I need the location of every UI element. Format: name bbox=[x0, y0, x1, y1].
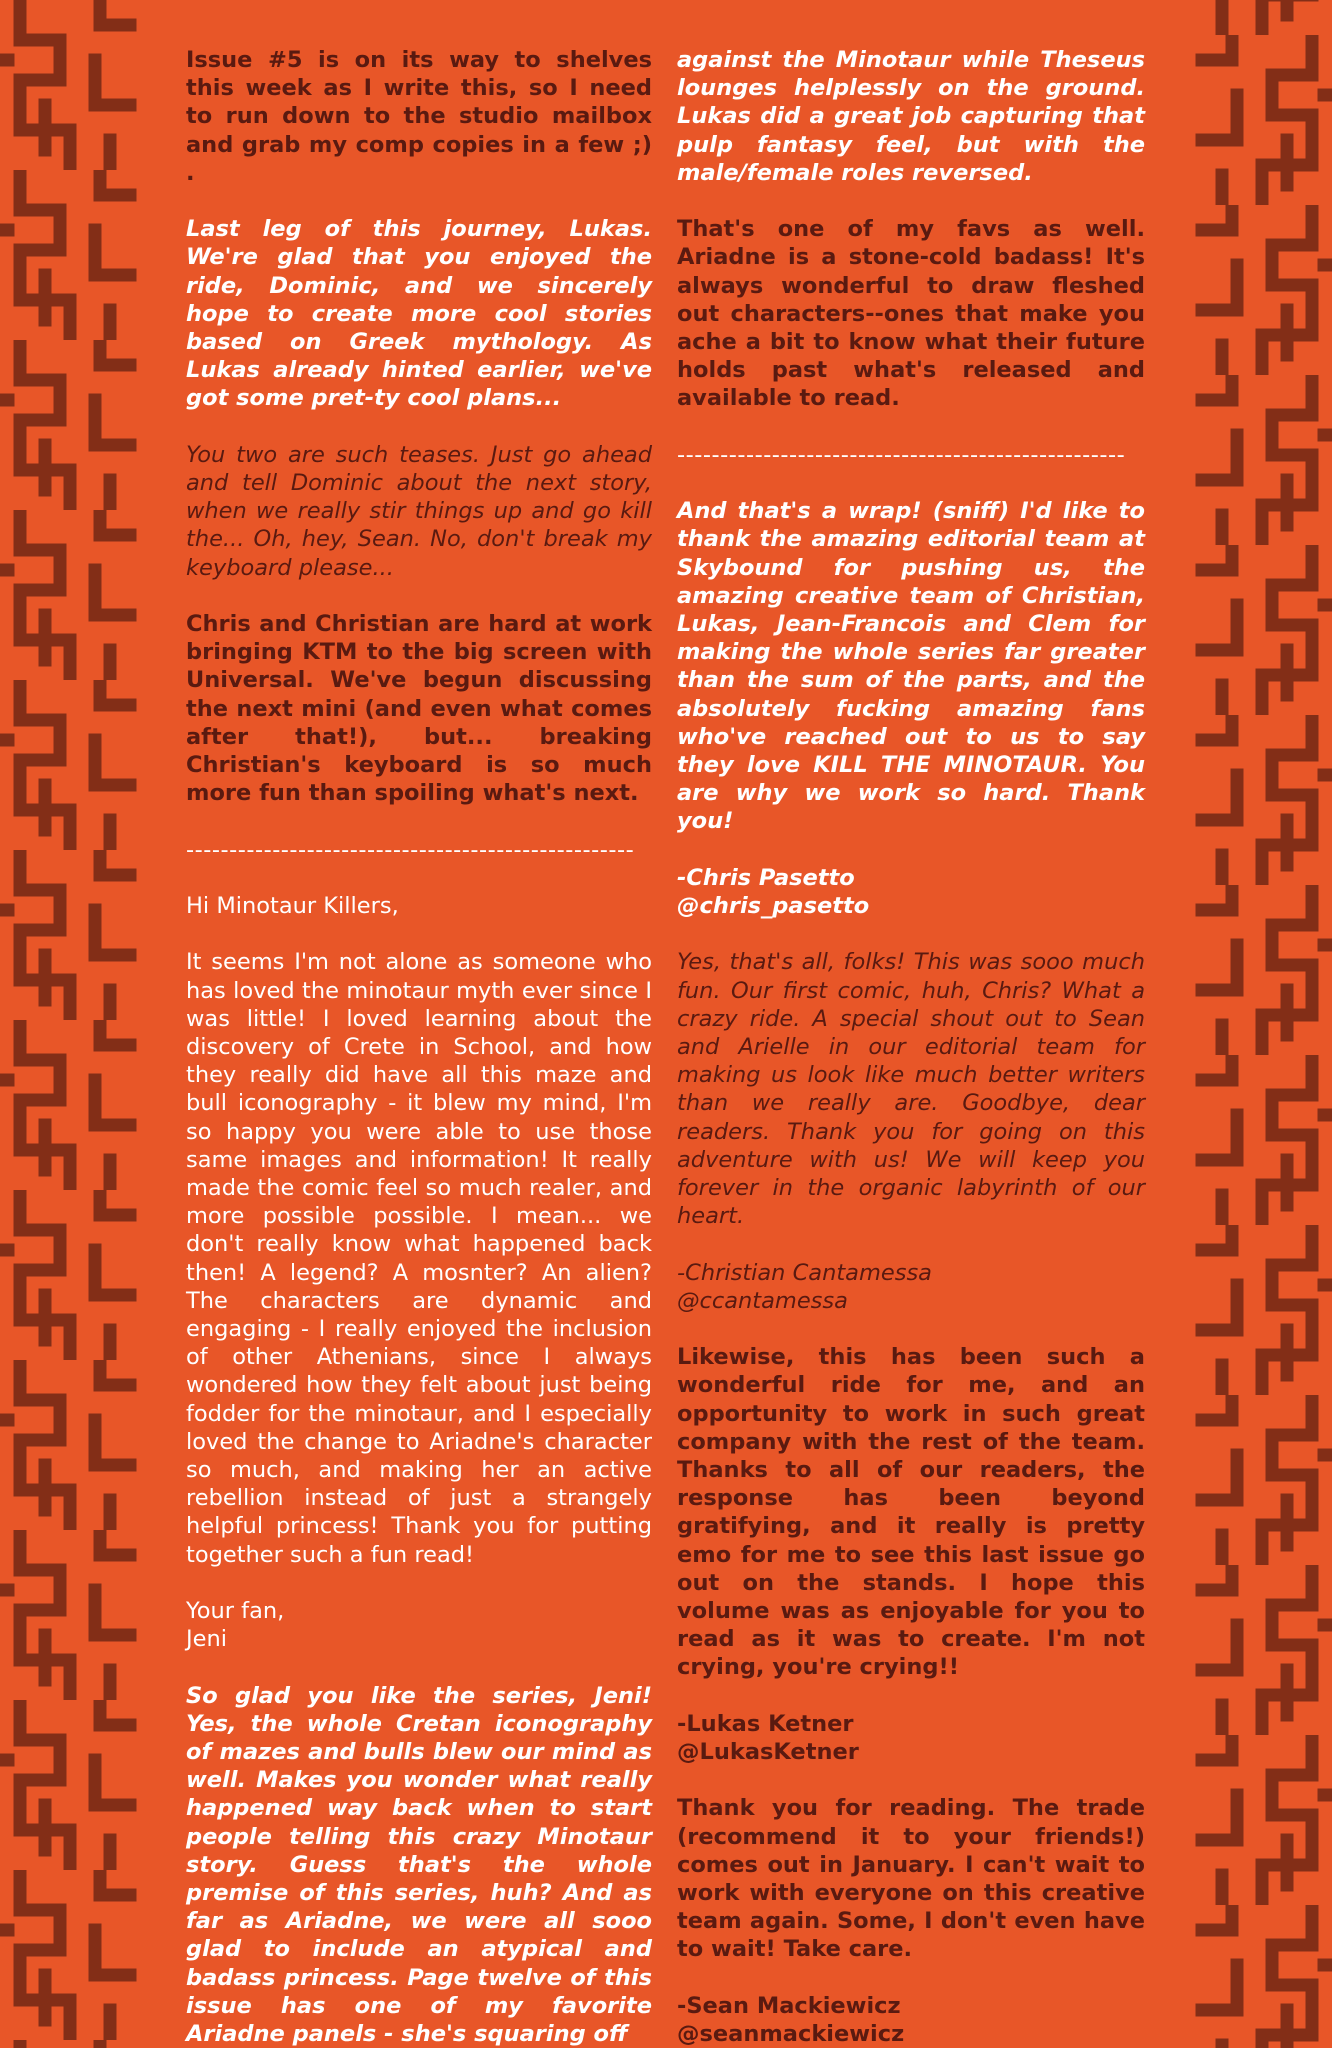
reply-paragraph: against the Minotaur while Theseus lounges helplessly on the ground. Lukas did a great job capturing that pulp fantasy feel, but with the male/female roles reversed. bbox=[677, 47, 1145, 186]
divider: ---------------------------------------------------- bbox=[677, 441, 1126, 468]
signature-name: -Lukas Ketner bbox=[677, 1710, 854, 1737]
signature-handle: @LukasKetner bbox=[677, 1739, 859, 1766]
signature-handle: @chris_pasetto bbox=[677, 893, 870, 920]
right-column bbox=[677, 46, 1145, 2048]
reply-paragraph: So glad you like the series, Jeni! Yes, the whole Cretan iconography of mazes and bulls blew our mind as well. Makes you wonder what really happened way back when to start people telling this crazy Minotaur story. Guess that's the whole premise of this series, huh? And as far as Ariadne, we were all sooo glad to include an atypical and badass princess. Page twelve of this issue has one of my favorite Ariadne panels - she's squaring off bbox=[186, 1682, 652, 2048]
letter-greeting: Hi Minotaur Killers, bbox=[186, 893, 399, 920]
editor-note: Chris and Christian are hard at work bringing KTM to the big screen with Universal. We've begun discussing the next mini (and even what comes after that!), but... breaking Christian's keyboard is so much more fun than spoiling what's next. bbox=[186, 611, 652, 807]
farewell-paragraph: Yes, that's all, folks! This was sooo much fun. Our first comic, huh, Chris? What a crazy ride. A special shout out to Sean and Arielle in our editorial team for making us look like much better writers than we really are. Goodbye, dear readers. Thank you for going on this adventure with us! We will keep you forever in the organic labyrinth of our heart. bbox=[677, 949, 1145, 1230]
letter-author: Jeni bbox=[186, 1626, 227, 1653]
left-column bbox=[186, 46, 652, 2048]
signature-handle: @seanmackiewicz bbox=[677, 2021, 905, 2048]
reply-paragraph: You two are such teases. Just go ahead and tell Dominic about the next story, when we really stir things up and go kill the... Oh, hey, Sean. No, don't break my keyboard please... bbox=[186, 441, 652, 581]
farewell-paragraph: And that's a wrap! (sniff) I'd like to thank the amazing editorial team at Skybound for pushing us, the amazing creative team of Christian, Lukas, Jean-Francois and Clem for making the whole series far greater than the sum of the parts, and the absolutely fucking amazing fans who've reached out to us to say they love KILL THE MINOTAUR. You are why we work so hard. Thank you! bbox=[677, 498, 1145, 835]
divider: ---------------------------------------------------- bbox=[186, 836, 635, 863]
farewell-paragraph: Thank you for reading. The trade (recommend it to your friends!) comes out in January. I can't wait to work with everyone on this creative team again. Some, I don't even have to wait! Take care. bbox=[677, 1795, 1145, 1963]
signature-name: -Sean Mackiewicz bbox=[677, 1992, 901, 2019]
right-maze-border-icon bbox=[1192, 0, 1332, 2048]
letter-signoff: Your fan, bbox=[186, 1598, 285, 1625]
signature-name: -Christian Cantamessa bbox=[677, 1259, 932, 1286]
reply-paragraph: That's one of my favs as well. Ariadne is a stone-cold badass! It's always wonderful to draw fleshed out characters--ones that make you ache a bit to know what their future holds past what's released and available to read. bbox=[677, 216, 1145, 412]
signature-name: -Chris Pasetto bbox=[677, 864, 855, 891]
farewell-paragraph: Likewise, this has been such a wonderful ride for me, and an opportunity to work in such great company with the rest of the team. Thanks to all of our readers, the response has been beyond gratifying, and it really is pretty emo for me to see this last issue go out on the stands. I hope this volume was as enjoyable for you to read as it was to create. I'm not crying, you're crying!! bbox=[677, 1344, 1145, 1681]
reader-letter: It seems I'm not alone as someone who has loved the minotaur myth ever since I was little! I loved learning about the discovery of Crete in School, and how they really did have all this maze and bull iconography - it blew my mind, I'm so happy you were able to use those same images and information! It really made the comic feel so much realer, and more possible possible. I mean... we don't really know what happened back then! A legend? A mosnter? An alien? The characters are dynamic and engaging - I really enjoyed the inclusion of other Athenians, since I always wondered how they felt about just being fodder for the minotaur, and I especially loved the change to Ariadne's character so much, and making her an active rebellion instead of just a strangely helpful princess! Thank you for putting together such a fun read! bbox=[186, 949, 652, 1568]
editor-note-intro: Issue #5 is on its way to shelves this week as I write this, so I need to run down to the studio mailbox and grab my comp copies in a few ;) . bbox=[186, 47, 652, 186]
left-maze-border-icon bbox=[0, 0, 140, 2048]
signature-handle: @ccantamessa bbox=[677, 1287, 848, 1314]
reply-paragraph: Last leg of this journey, Lukas. We're glad that you enjoyed the ride, Dominic, and we sincerely hope to create more cool stories based on Greek mythology. As Lukas already hinted earlier, we've got some pret-ty cool plans... bbox=[186, 216, 652, 412]
